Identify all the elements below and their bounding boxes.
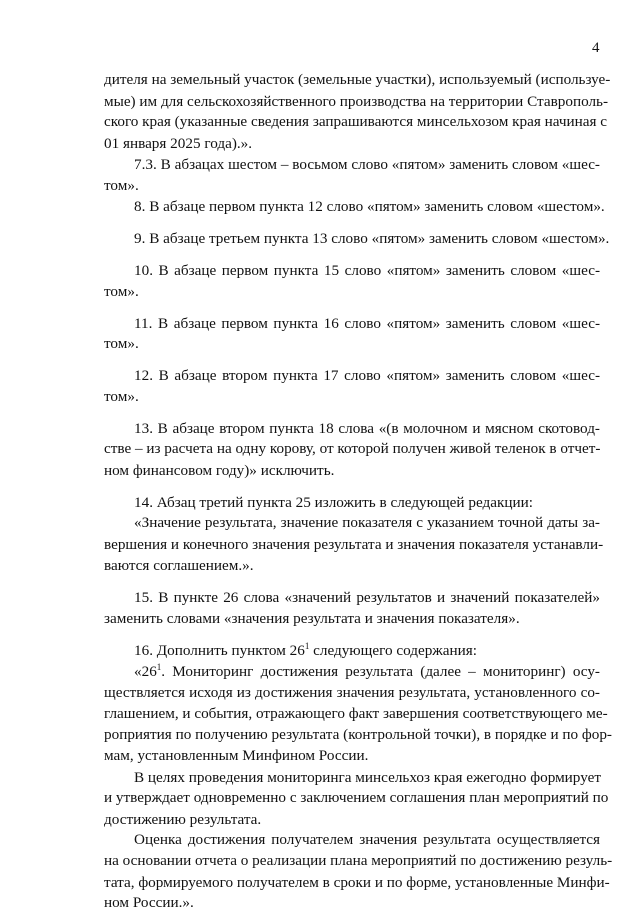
text-line — [104, 894, 600, 912]
text-line — [134, 315, 600, 333]
text-line — [104, 113, 608, 131]
line-text: 12. В абзаце втором пункта 17 слово «пятом» заменить словом «шес- — [134, 367, 600, 385]
text-line — [104, 135, 600, 153]
line-text: «Значение результата, значение показателя с указанием точной даты за- — [134, 514, 600, 532]
line-text: том». — [104, 335, 139, 353]
line-text: 11. В абзаце первом пункта 16 слово «пятом» заменить словом «шес- — [134, 314, 600, 332]
text-line — [104, 851, 613, 870]
text-line — [104, 388, 600, 406]
page-number: 4 — [592, 40, 600, 56]
line-text: В целях проведения мониторинга минсельхоз края ежегодно формирует — [134, 768, 601, 786]
text-line — [104, 335, 600, 353]
text-line — [104, 811, 600, 829]
text-line — [134, 642, 600, 660]
text-line — [134, 230, 610, 248]
text-line — [134, 367, 600, 385]
line-text: ваются соглашением.». — [104, 556, 254, 574]
text-line — [134, 769, 600, 787]
line-text: ном финансовом году)» исключить. — [104, 461, 335, 479]
line-text: глашением, и события, отражающего факт завершения соответствующего ме- — [104, 704, 608, 722]
line-text: 8. В абзаце первом пункта 12 слово «пятом» заменить словом «шестом». — [134, 198, 605, 216]
line-text: ном России.». — [104, 894, 194, 912]
text-line — [104, 684, 600, 702]
text-line — [104, 557, 600, 575]
text-line — [104, 789, 609, 807]
line-text: 15. В пункте 26 слова «значений результатов и значений показателей» — [134, 588, 600, 606]
text-line — [104, 610, 600, 628]
text-line — [104, 70, 611, 89]
line-text-after: . Мониторинг достижения результата (далее – мониторинг) осу- — [161, 662, 600, 680]
line-text: Оценка достижения получателем значения результата осуществляется — [134, 831, 600, 849]
line-text-after: следующего содержания: — [309, 641, 477, 659]
text-line — [134, 494, 600, 512]
text-line — [104, 92, 609, 111]
superscript: 1 — [304, 640, 310, 651]
line-text: и утверждает одновременно с заключением соглашения план мероприятий по — [104, 789, 609, 807]
text-line — [104, 536, 604, 554]
line-text: мые) им для сельскохозяйственного производства на территории Ставрополь- — [104, 92, 609, 110]
line-text: ского края (указанные сведения запрашиваются минсельхозом края начиная с — [104, 113, 608, 131]
text-line — [134, 514, 600, 532]
line-text: том». — [104, 282, 139, 300]
line-text: дителя на земельный участок (земельные участки), используемый (используе- — [104, 70, 611, 88]
line-text: 16. Дополнить пунктом 26 — [134, 641, 305, 659]
line-text: «26 — [134, 662, 157, 680]
line-text: мам, установленным Минфином России. — [104, 746, 369, 764]
line-text: 9. В абзаце третьем пункта 13 слово «пятом» заменить словом «шестом». — [134, 230, 610, 248]
line-text: ществляется исходя из достижения значения результата, установленного со- — [104, 684, 600, 702]
line-text: стве – из расчета на одну корову, от которой получен живой теленок в отчет- — [104, 440, 601, 458]
line-text: достижению результата. — [104, 810, 262, 828]
text-line — [104, 873, 610, 892]
line-text: вершения и конечного значения результата и значения показателя устанавли- — [104, 536, 604, 553]
text-line — [134, 663, 600, 681]
line-text: тата, формируемого получателем в сроки и по форме, установленные Минфи- — [104, 873, 610, 891]
line-text: том». — [104, 176, 139, 194]
text-line — [104, 462, 600, 480]
line-text: 14. Абзац третий пункта 25 изложить в следующей редакции: — [134, 493, 533, 511]
text-line — [104, 440, 600, 458]
text-line — [104, 726, 612, 744]
superscript: 1 — [156, 661, 162, 672]
text-line — [104, 704, 608, 723]
line-text: заменить словами «значения результата и значения показателя». — [104, 610, 520, 627]
text-line — [134, 420, 600, 438]
line-text: роприятия по получению результата (контрольной точки), в порядке и по фор- — [104, 726, 612, 744]
line-text: 13. В абзаце втором пункта 18 слова «(в молочном и мясном скотовод- — [134, 419, 600, 437]
line-text: на основании отчета о реализации плана мероприятий по достижению резуль- — [104, 851, 613, 869]
line-text: 10. В абзаце первом пункта 15 слово «пятом» заменить словом «шес- — [134, 262, 600, 280]
line-text: 7.3. В абзацах шестом – восьмом слово «пятом» заменить словом «шес- — [134, 156, 600, 174]
text-line — [134, 198, 605, 216]
text-line — [104, 747, 600, 765]
text-line — [104, 283, 600, 301]
text-line — [134, 262, 600, 280]
text-line — [134, 589, 600, 607]
line-text: том». — [104, 387, 139, 405]
text-line — [104, 177, 600, 195]
line-text: 01 января 2025 года).». — [104, 134, 253, 152]
text-line — [134, 156, 600, 174]
text-line — [134, 831, 600, 849]
